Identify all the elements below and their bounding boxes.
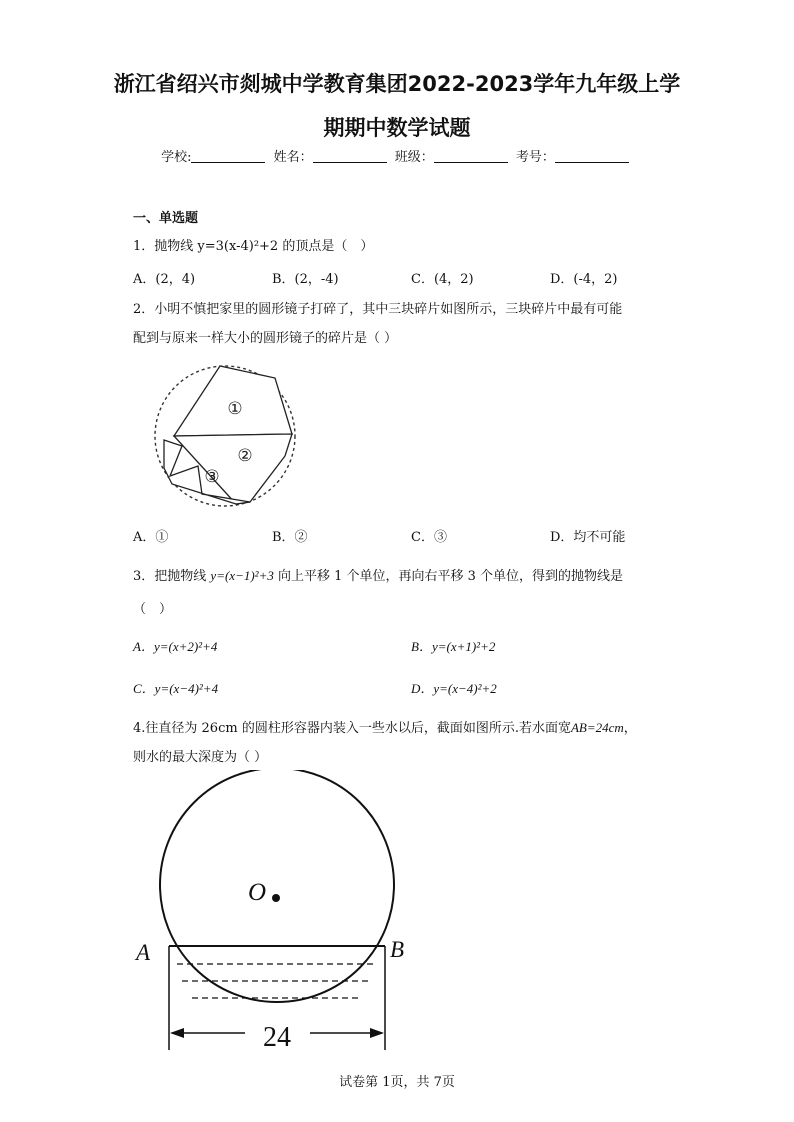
class-label: 班级：	[394, 150, 434, 165]
section-title: 一、单选题	[133, 211, 199, 226]
arrowhead-left	[170, 1028, 184, 1038]
q3-option-c[interactable]: C．y=(x−4)²+4	[133, 681, 219, 696]
q2-option-a[interactable]: A．①	[133, 530, 169, 545]
q4-math: AB=24cm	[570, 720, 624, 735]
q3-option-a[interactable]: A．y=(x+2)²+4	[133, 639, 218, 654]
q3-prefix: 3．把抛物线	[133, 569, 207, 584]
exam-number-label: 考号：	[515, 150, 555, 165]
q2-option-b[interactable]: B．②	[272, 530, 308, 545]
cylinder-cross-section-figure	[130, 770, 420, 1060]
fragment-1-label: ①	[227, 399, 243, 419]
q2-option-c[interactable]: C．③	[411, 530, 447, 545]
container-circle	[160, 770, 394, 1002]
student-info-row	[0, 146, 794, 165]
class-blank[interactable]	[434, 150, 508, 163]
q3-paren: （ ）	[133, 602, 173, 617]
name-label: 姓名：	[273, 150, 313, 165]
name-blank[interactable]	[313, 150, 387, 163]
q4-suffix: ，	[623, 721, 637, 736]
fragment-3-label: ③	[204, 467, 220, 487]
q1-option-d[interactable]: D．(-4，2)	[550, 272, 618, 287]
point-a-label: A	[136, 940, 151, 965]
fragment-2-label: ②	[237, 446, 253, 466]
q3-text	[133, 565, 623, 584]
q4-text-line2: 则水的最大深度为（ ）	[133, 750, 268, 765]
q4-text-line1	[133, 717, 637, 736]
exam-title-line1: 浙江省绍兴市剡城中学教育集团2022-2023学年九年级上学	[113, 72, 681, 96]
school-label: 学校:	[161, 150, 192, 165]
q3-option-d[interactable]: D．y=(x−4)²+2	[411, 681, 497, 696]
q3-expression: y=(x−1)²+3	[210, 568, 274, 583]
q1-option-b[interactable]: B．(2，-4)	[272, 272, 339, 287]
q2-text-line1: 2．小明不慎把家里的圆形镜子打碎了，其中三块碎片如图所示，三块碎片中最有可能	[133, 302, 623, 317]
q1-option-a[interactable]: A．(2，4)	[133, 272, 196, 287]
q1-text: 1．抛物线 y=3(x-4)²+2 的顶点是（ ）	[133, 239, 374, 254]
exam-title-line2: 期期中数学试题	[323, 116, 471, 140]
school-blank[interactable]	[191, 150, 265, 163]
point-b-label: B	[390, 937, 405, 962]
q3-suffix: 向上平移 1 个单位，再向右平移 3 个单位，得到的抛物线是	[277, 569, 624, 584]
q2-option-d[interactable]: D．均不可能	[550, 530, 626, 545]
page-footer: 试卷第 1页，共 7页	[339, 1075, 455, 1090]
q1-option-c[interactable]: C．(4，2)	[411, 272, 474, 287]
q4-prefix: 4.往直径为 26cm 的圆柱形容器内装入一些水以后，截面如图所示.若水面宽	[133, 721, 571, 736]
mirror-fragments-figure	[140, 358, 310, 518]
arrowhead-right	[370, 1028, 384, 1038]
width-label: 24	[263, 1022, 291, 1053]
exam-number-blank[interactable]	[555, 150, 629, 163]
center-label: O	[248, 879, 267, 906]
q2-text-line2: 配到与原来一样大小的圆形镜子的碎片是（ ）	[133, 331, 398, 346]
q3-option-b[interactable]: B．y=(x+1)²+2	[411, 639, 496, 654]
center-point	[272, 894, 280, 902]
